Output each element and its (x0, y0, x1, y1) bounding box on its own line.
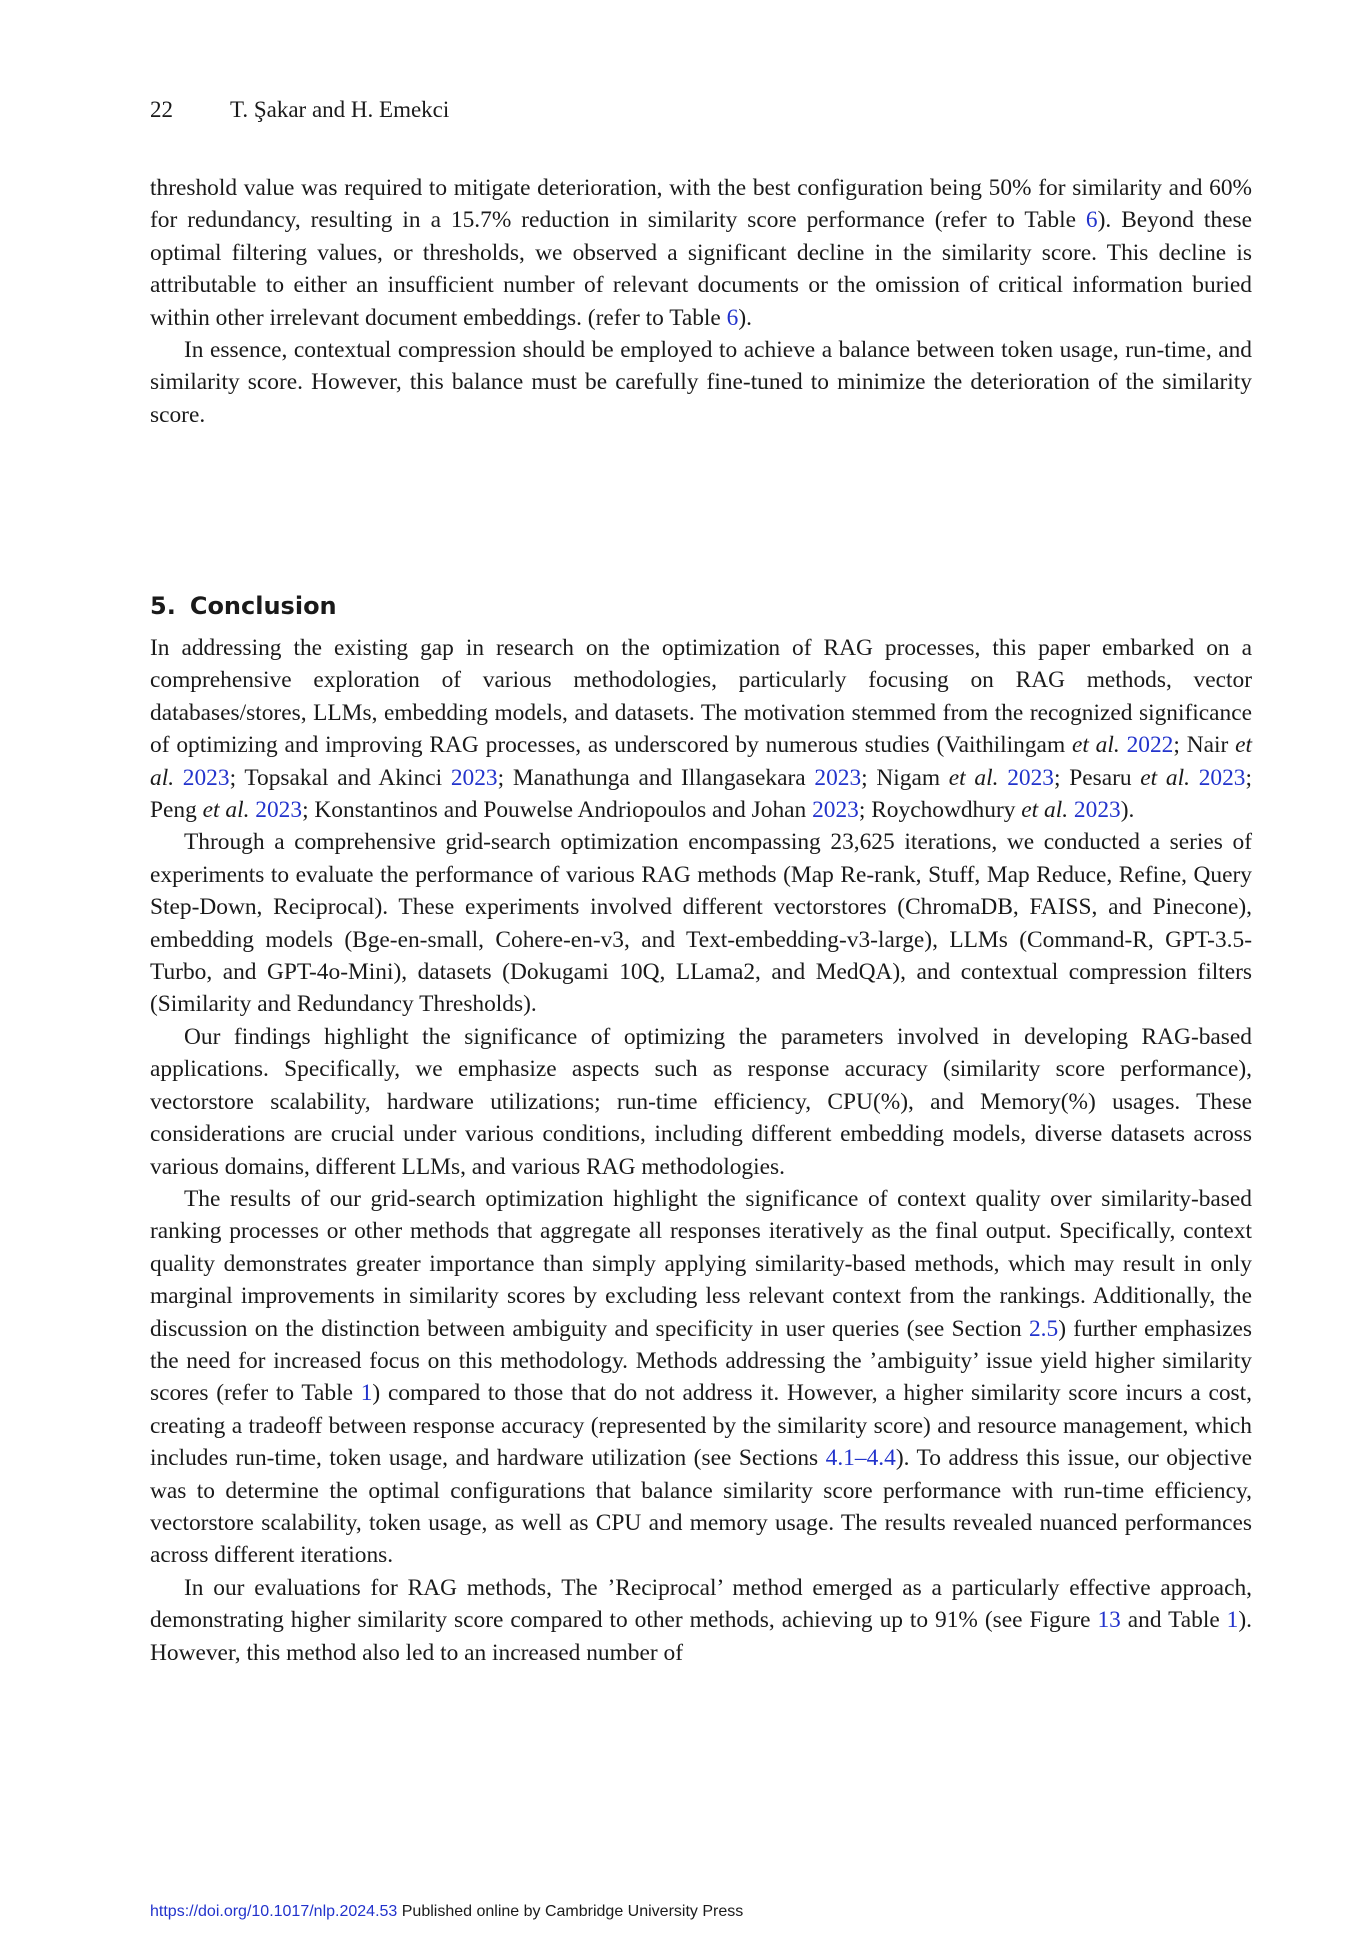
publisher-note: Published online by Cambridge University Press (397, 1903, 744, 1920)
text-run: Through a comprehensive grid-search optimization encompassing 23,625 iterations, we conducted a series of experiments to evaluate the performance of various RAG methods (Map Re-rank, Stuff, Map Reduce, Refine, Query Step-Down, Reciprocal). These experiments involved different vectorstores (ChromaDB, FAISS, and Pinecone), embedding models (Bge-en-small, Cohere-en-v3, and Text-embedding-v3-large), LLMs (Command-R, GPT-3.5-Turbo, and GPT-4o-Mini), datasets (Dokugami 10Q, LLama2, and MedQA), and contextual compression filters (Similarity and Redundancy Thresholds). (150, 829, 1252, 1018)
cross-reference-link[interactable]: 2023 (812, 797, 859, 824)
cross-reference-link[interactable]: 6 (726, 304, 739, 331)
cross-reference-link[interactable]: 1 (1226, 1607, 1239, 1634)
paragraph (150, 1021, 1252, 1183)
cross-reference-link[interactable]: 4.1–4.4 (825, 1445, 896, 1472)
text-run: ; Topsakal and Akinci (229, 764, 451, 791)
text-run: ). Beyond these optimal filtering values, or thresholds, we observed a significant decline in the similarity score. This decline is attributable to either an insufficient number of relevant documents or the omission of critical information buried within other irrelevant document embeddings. (refer to Table (150, 207, 1252, 331)
text-run: ; Roychowdhury (858, 797, 1022, 824)
text-run: ; Peng (150, 764, 1252, 824)
cross-reference-link[interactable]: 2023 (450, 764, 498, 791)
text-run: ). (1120, 797, 1135, 824)
text-run: ; Nair (1173, 732, 1236, 759)
section-title: Conclusion (189, 592, 337, 620)
italic-text: et al. (1140, 764, 1190, 791)
text-run: threshold value was required to mitigate deterioration, with the best configuration being 50% for similarity and 60% for redundancy, resulting in a 15.7% reduction in similarity score performance (refer to Table (150, 175, 1252, 234)
cross-reference-link[interactable]: 2023 (814, 764, 862, 791)
italic-text: et al. (202, 797, 250, 824)
cross-reference-link[interactable]: 2023 (1073, 797, 1121, 824)
doi-link[interactable]: https://doi.org/10.1017/nlp.2024.53 (150, 1903, 398, 1920)
text-run: ; Manathunga and Illangasekara (497, 764, 815, 791)
paragraph (150, 1183, 1252, 1572)
section-number: 5. (150, 592, 176, 620)
text-run (998, 765, 1007, 791)
italic-text: et al. (1071, 732, 1120, 759)
text-run: ) compared to those that do not address it. However, a higher similarity score incurs a cost, creating a tradeoff between response accuracy (represented by the similarity score) and resource management, which includes run-time, token usage, and hardware utilization (see Sections (150, 1380, 1252, 1472)
paragraph (150, 172, 1252, 334)
paragraph (150, 334, 1252, 431)
text-run: Our findings highlight the significance of optimizing the parameters involved in developing RAG-based applications. Specifically, we emphasize aspects such as response accuracy (similarity score performance), vectorstore scalability, hardware utilizations; run-time efficiency, CPU(%), and Memory(%) usages. These considerations are crucial under various conditions, including different embedding models, diverse datasets across various domains, different LLMs, and various RAG methodologies. (150, 1023, 1252, 1180)
page-number: 22 (150, 97, 173, 122)
text-run: ). To address this issue, our objective was to determine the optimal configurations that balance similarity score performance with run-time efficiency, vectorstore scalability, token usage, as well as CPU and memory usage. The results revealed nuanced performances across different iterations. (150, 1445, 1252, 1569)
cross-reference-link[interactable]: 6 (1085, 207, 1098, 234)
cross-reference-link[interactable]: 2023 (1198, 764, 1246, 791)
paragraph (150, 1572, 1252, 1669)
text-run: ; Konstantinos and Pouwelse Andriopoulos and Johan (302, 797, 813, 824)
text-run (1120, 732, 1127, 758)
cross-reference-link[interactable]: 2022 (1126, 732, 1174, 759)
cross-reference-link[interactable]: 13 (1097, 1607, 1121, 1634)
running-head-authors: T. Şakar and H. Emekci (230, 97, 450, 122)
running-head (150, 95, 449, 125)
text-run: ). However, this method also led to an increased number of (150, 1607, 1252, 1666)
text-run (1190, 765, 1199, 791)
cross-reference-link[interactable]: 2023 (1007, 764, 1054, 791)
text-run: ). (738, 304, 752, 331)
text-run: In our evaluations for RAG methods, The ’Reciprocal’ method emerged as a particularly effective approach, demonstrating higher similarity score compared to other methods, achieving up to 91% (see Figure (150, 1574, 1252, 1634)
cross-reference-link[interactable]: 1 (360, 1380, 373, 1407)
italic-text: et al. (150, 732, 1252, 791)
text-run (174, 765, 183, 791)
cross-reference-link[interactable]: 2023 (182, 764, 230, 791)
cross-reference-link[interactable]: 2.5 (1028, 1315, 1059, 1342)
text-run: ; Nigam (861, 764, 949, 791)
text-run: In addressing the existing gap in research on the optimization of RAG processes, this paper embarked on a comprehensive exploration of various methodologies, particularly focusing on RAG methods, vector databases/stores, LLMs, embedding models, and datasets. The motivation stemmed from the recognized significance of optimizing and improving RAG processes, as underscored by numerous studies (Vaithilingam (150, 635, 1252, 759)
page-footer (150, 1902, 743, 1922)
paragraph (150, 632, 1252, 826)
section-heading (150, 590, 337, 622)
text-run: The results of our grid-search optimization highlight the significance of context quality over similarity-based ranking processes or other methods that aggregate all responses iteratively as the final output. Specifically, context quality demonstrates greater importance than simply applying similarity-based methods, which may result in only marginal improvements in similarity scores by excluding less relevant context from the rankings. Additionally, the discussion on the distinction between ambiguity and specificity in user queries (see Section (150, 1185, 1252, 1342)
text-run: ; Pesaru (1053, 764, 1141, 791)
italic-text: et al. (1021, 797, 1069, 824)
paragraph (150, 826, 1252, 1020)
conclusion-text-block (150, 632, 1252, 1669)
italic-text: et al. (948, 764, 999, 791)
top-text-block (150, 172, 1252, 431)
text-run: In essence, contextual compression should be employed to achieve a balance between token usage, run-time, and similarity score. However, this balance must be carefully fine-tuned to minimize the deterioration of the similarity score. (150, 337, 1252, 428)
text-run: ) further emphasizes the need for increased focus on this methodology. Methods addressing the ’ambiguity’ issue yield higher similarity scores (refer to Table (150, 1315, 1252, 1407)
text-run: and Table (1120, 1607, 1227, 1634)
cross-reference-link[interactable]: 2023 (255, 797, 303, 824)
